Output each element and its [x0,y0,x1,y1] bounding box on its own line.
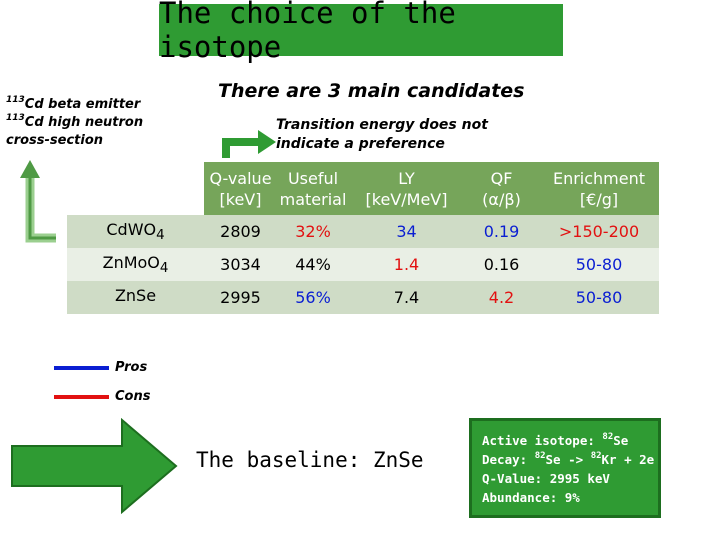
note-sup: 113 [6,113,25,123]
info-line-3: Q-Value: 2995 keV [482,471,610,486]
green-turn-arrow-icon [216,128,280,162]
legend-cons [54,389,150,404]
note-sup: 113 [6,95,25,105]
header-blank [67,162,204,215]
qvalue-cell: 2995 [204,281,277,314]
enrichment-cell: 50-80 [539,248,659,281]
header-qf: QF (α/β) [464,162,539,215]
isotope-table [67,162,659,314]
ly-cell: 7.4 [349,281,464,314]
pros-label: Pros [115,360,148,375]
qvalue-cell: 2809 [204,215,277,248]
table-row [67,215,659,248]
info-line-4: Abundance: 9% [482,490,580,505]
title-box [159,0,563,64]
transition-note-line: Transition energy does not [276,117,488,133]
header-qvalue: Q-value [keV] [204,162,277,215]
isotope-info-box [469,418,661,518]
table-header-row [67,162,659,215]
qf-cell: 0.16 [464,248,539,281]
header-useful: Useful material [277,162,349,215]
note-text: cross-section [6,133,104,148]
qf-cell: 0.19 [464,215,539,248]
info-line-2: Decay: $^{82}$Se -> $^{82}$Kr + 2e [482,451,655,467]
header-enrichment: Enrichment [€/g] [539,162,659,215]
useful-cell: 44% [277,248,349,281]
page-title: The choice of the isotope [159,0,456,64]
transition-note-line: indicate a preference [276,136,445,152]
left-notes [6,96,143,150]
note-line-2 [6,114,143,132]
ly-cell: 1.4 [349,248,464,281]
cons-line-icon [54,395,109,399]
ly-cell: 34 [349,215,464,248]
material-cell: CdWO$_4$ [67,215,204,248]
material-cell: ZnSe [67,281,204,314]
useful-cell: 56% [277,281,349,314]
note-text: Cd beta emitter [24,97,141,112]
note-text: Cd high neutron [24,115,144,130]
cons-label: Cons [115,389,151,404]
note-line-3 [6,132,143,150]
baseline-text: The baseline: ZnSe [196,448,424,472]
transition-note [276,116,488,154]
enrichment-cell: 50-80 [539,281,659,314]
enrichment-cell: >150-200 [539,215,659,248]
qvalue-cell: 3034 [204,248,277,281]
useful-cell: 32% [277,215,349,248]
info-line-1: Active isotope: $^{82}$Se [482,432,629,448]
big-right-arrow-icon [10,418,180,514]
table-row [67,248,659,281]
header-ly: LY [keV/MeV] [349,162,464,215]
pros-line-icon [54,366,109,370]
material-cell: ZnMoO$_4$ [67,248,204,281]
subtitle: There are 3 main candidates [218,80,525,102]
green-up-arrow-icon [16,158,62,248]
legend-pros [54,360,147,375]
table-row [67,281,659,314]
note-line-1 [6,96,143,114]
qf-cell: 4.2 [464,281,539,314]
